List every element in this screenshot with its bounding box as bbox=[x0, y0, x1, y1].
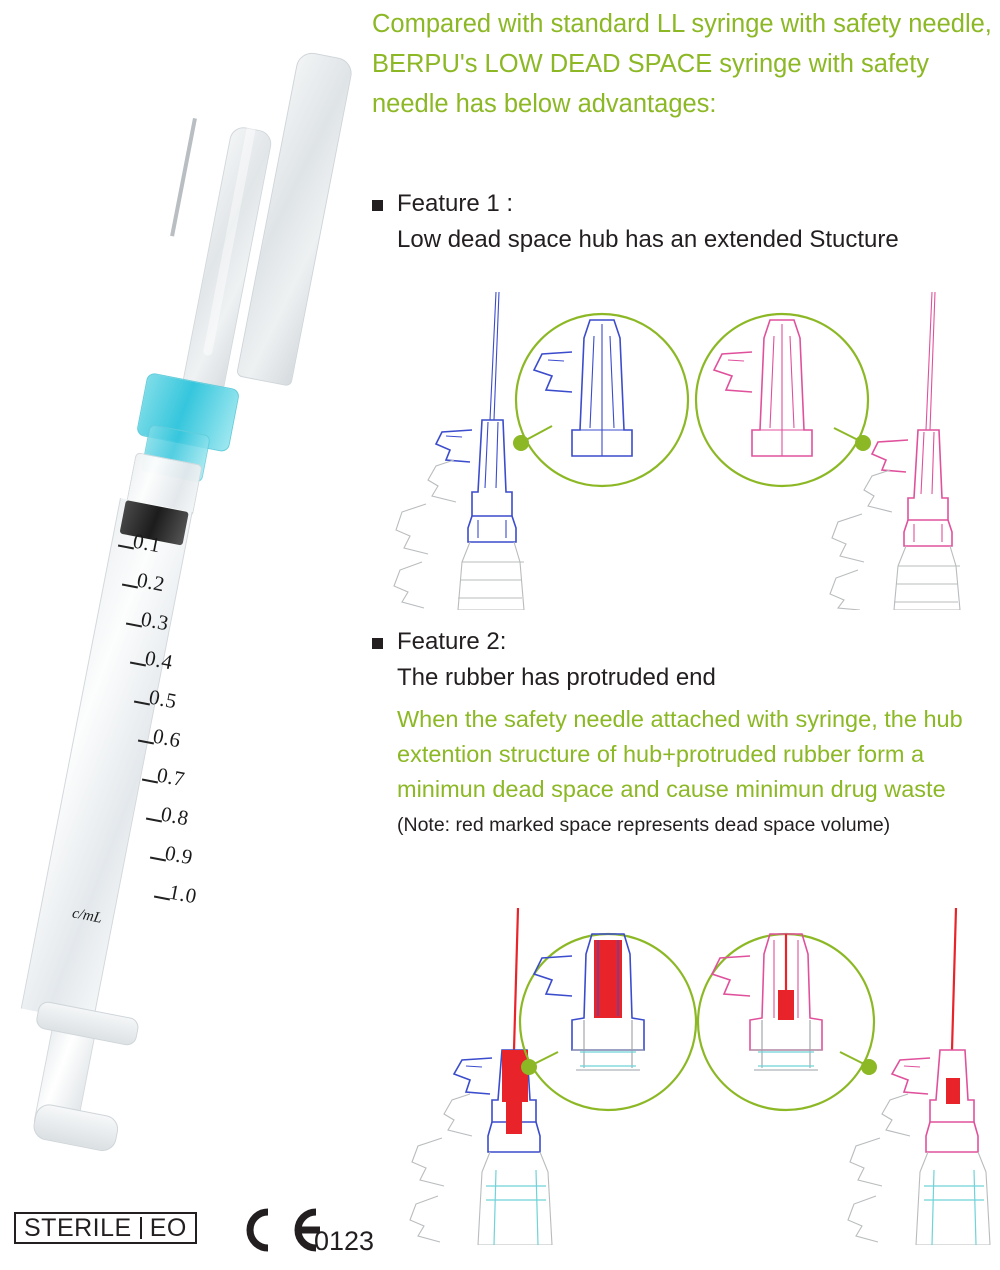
feature-1-title: Feature 1 : bbox=[397, 190, 514, 217]
scale-label: 0.9 bbox=[163, 840, 195, 870]
blue-hub-magnified bbox=[534, 320, 632, 456]
blue-safety-needle-drawing bbox=[436, 292, 516, 542]
scale-label: 0.6 bbox=[151, 723, 183, 753]
grey-syringe-outline-left bbox=[394, 460, 524, 610]
feature-2-description: When the safety needle attached with syringe, the hub extention structure of hub+protruded rubber form a minimun dead space and cause minimun drug waste bbox=[397, 706, 963, 802]
scale-label: 0.5 bbox=[147, 684, 179, 714]
pink-safety-needle-drawing bbox=[872, 292, 952, 546]
dead-space-marker-right bbox=[946, 1078, 960, 1104]
intro-paragraph: Compared with standard LL syringe with safety needle, BERPU's LOW DEAD SPACE syringe with safety needle has below advantages: bbox=[372, 10, 992, 118]
magnifier-anchor-dot-right bbox=[855, 435, 871, 451]
scale-label: 0.4 bbox=[143, 645, 175, 675]
feature-2-subtitle: The rubber has protruded end bbox=[397, 664, 716, 691]
pink-deadspace-drawing bbox=[892, 908, 978, 1152]
bullet-square-icon bbox=[372, 200, 383, 211]
blue-deadspace-drawing bbox=[454, 908, 540, 1152]
scale-label: 0.7 bbox=[155, 762, 187, 792]
dead-space-zone-right bbox=[778, 990, 794, 1020]
dead-space-marker-left bbox=[502, 1050, 528, 1102]
notified-body-number: 0123 bbox=[314, 1226, 375, 1256]
feature-1-subtitle: Low dead space hub has an extended Stucture bbox=[397, 226, 899, 253]
feature-1-block bbox=[372, 190, 998, 258]
magnifier-anchor-dot-right-2 bbox=[861, 1059, 877, 1075]
feature-2-illustration bbox=[366, 900, 1000, 1245]
magnifier-anchor-dot-left bbox=[513, 435, 529, 451]
needle-shaft bbox=[170, 118, 197, 237]
magnifier-anchor-dot-left-2 bbox=[521, 1059, 537, 1075]
feature-2-title: Feature 2: bbox=[397, 628, 507, 655]
scale-unit-label: c/mL bbox=[70, 905, 104, 927]
sterile-divider bbox=[140, 1217, 142, 1239]
grey-syringe-outline-right bbox=[830, 470, 960, 610]
feature-1-illustration bbox=[366, 280, 1000, 610]
grey-syringe-outline-left-2 bbox=[410, 1094, 552, 1245]
syringe-barrel bbox=[21, 498, 193, 1023]
scale-label: 0.8 bbox=[159, 801, 191, 831]
content-column bbox=[366, 0, 1000, 1270]
regulatory-badges bbox=[14, 1208, 375, 1264]
scale-label: 0.3 bbox=[139, 606, 171, 636]
ce-mark-icon bbox=[232, 1208, 324, 1252]
plunger-thumb-pad bbox=[31, 1102, 120, 1153]
feature-2-block bbox=[372, 628, 998, 839]
sterile-label: STERILE bbox=[24, 1213, 132, 1242]
feature-2-note: (Note: red marked space represents dead space volume) bbox=[397, 814, 891, 836]
sterilization-method-label: EO bbox=[149, 1213, 187, 1242]
scale-label: 1.0 bbox=[167, 879, 199, 909]
feature-2-heading bbox=[372, 628, 998, 656]
scale-label: 0.2 bbox=[135, 567, 167, 597]
scale-label: 0.1 bbox=[131, 528, 163, 558]
pink-hub-magnified bbox=[714, 320, 812, 456]
product-photo bbox=[0, 0, 360, 1190]
sterile-badge bbox=[14, 1212, 197, 1244]
grey-syringe-outline-right-2 bbox=[848, 1094, 990, 1245]
bullet-square-icon bbox=[372, 638, 383, 649]
feature-1-heading bbox=[372, 190, 998, 218]
